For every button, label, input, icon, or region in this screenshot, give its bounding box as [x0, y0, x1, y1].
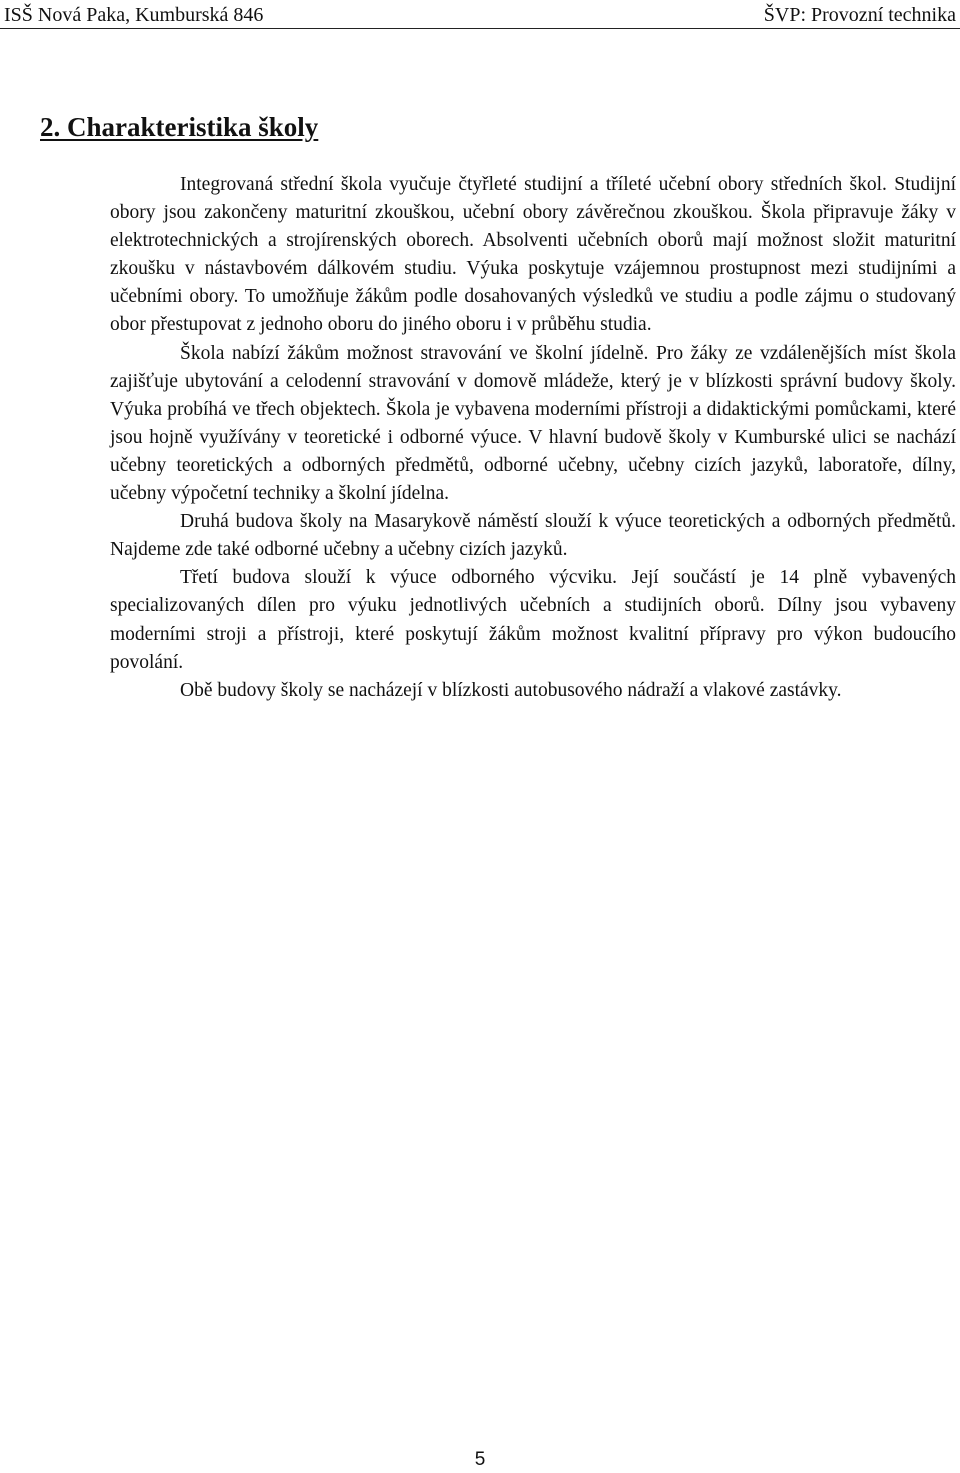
paragraph-facilities: Škola nabízí žákům možnost stravování ve školní jídelně. Pro žáky ze vzdálenějších míst škola zajišťuje ubytování a celodenní stravování v domově mládeže, který je v blízkosti správní budovy školy. Výuka probíhá ve třech objektech. Škola je vybavena moderními přístroji a didaktickými pomůckami, které jsou hojně využívány v teoretické i odborné výuce. V hlavní budově školy v Kumburské ulici se nachází učebny teoretických a odborných předmětů, odborné učebny, učebny cizích jazyků, laboratoře, dílny, učebny výpočetní techniky a školní jídelna. — [110, 342, 956, 505]
header-document-title: ŠVP: Provozní technika — [763, 4, 956, 26]
paragraph-third-building: Třetí budova slouží k výuce odborného výcviku. Její součástí je 14 plně vybavených specializovaných dílen pro výuku jednotlivých učebních a studijních oborů. Dílny jsou vybaveny moderními stroji a přístroji, které poskytují žákům možnost kvalitní přípravy pro výkon budoucího povolání. — [110, 567, 956, 673]
paragraph-second-building: Druhá budova školy na Masarykově náměstí slouží k výuce teoretických a odborných předmětů. Najdeme zde také odborné učebny a učebny cizích jazyků. — [110, 511, 956, 561]
header-school-name: ISŠ Nová Paka, Kumburská 846 — [4, 4, 264, 26]
paragraph-study-programs: Integrovaná střední škola vyučuje čtyřleté studijní a tříleté učební obory středních škol. Studijní obory jsou zakončeny maturitní zkouškou, učební obory závěrečnou zkouškou. Škola připravuje žáky v elektrotechnických a strojírenských oborech. Absolventi učebních oborů mají možnost složit maturitní zkoušku v nástavbovém dálkovém studiu. Výuka poskytuje vzájemnou prostupnost mezi studijními a učebními obory. To umožňuje žákům podle dosahovaných výsledků ve studiu a podle zájmu o studovaný obor přestupovat z jednoho oboru do jiného oboru i v průběhu studia. — [110, 174, 956, 336]
body-text — [110, 171, 956, 705]
page-header — [0, 4, 960, 29]
paragraph-location: Obě budovy školy se nacházejí v blízkosti autobusového nádraží a vlakové zastávky. — [180, 679, 842, 701]
section-heading: 2. Charakteristika školy — [40, 112, 319, 142]
page-number: 5 — [474, 1449, 486, 1470]
